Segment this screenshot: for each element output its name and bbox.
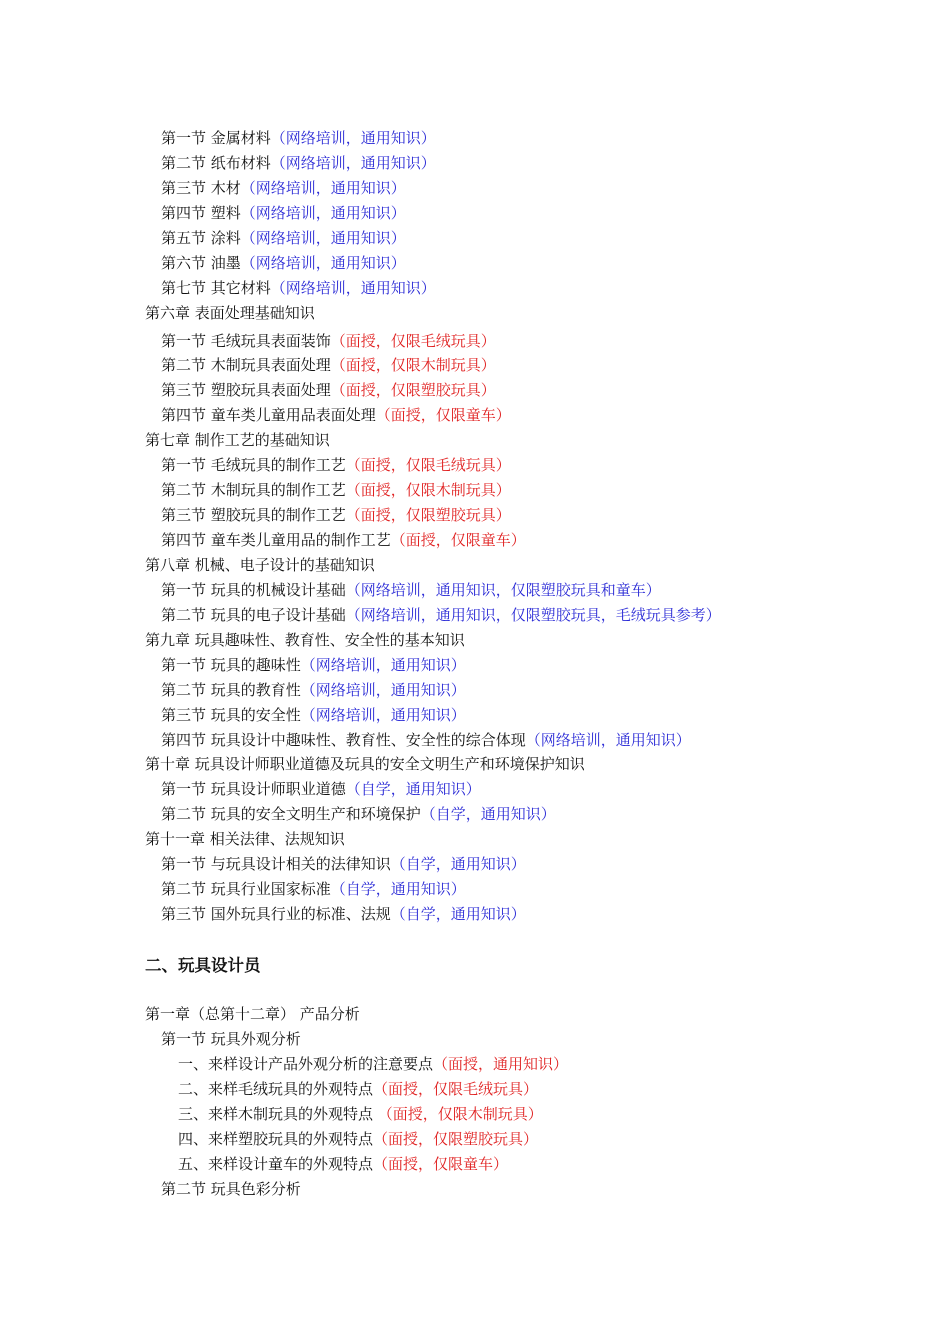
item-title: 第四节 童车类儿童用品表面处理	[161, 406, 376, 425]
section-item	[145, 403, 925, 428]
delivery-note: （网络培训，通用知识）	[240, 228, 406, 247]
item-title: 第三节 塑胶玩具的制作工艺	[161, 506, 346, 525]
chapter-heading	[145, 827, 925, 852]
item-title: 第二节 玩具的电子设计基础	[161, 605, 346, 624]
section-item	[145, 353, 925, 378]
section-item	[145, 678, 925, 703]
item-title: 第二节 木制玩具的制作工艺	[161, 481, 346, 500]
syllabus-list-part1	[145, 126, 925, 927]
section-item	[145, 329, 925, 354]
section-item	[145, 1177, 925, 1202]
item-title: 第二节 木制玩具表面处理	[161, 356, 331, 375]
item-title: 第三节 塑胶玩具表面处理	[161, 381, 331, 400]
delivery-note: （网络培训，通用知识）	[270, 278, 436, 297]
delivery-note: （网络培训，通用知识）	[240, 253, 406, 272]
section-item	[145, 478, 925, 503]
section-item	[145, 728, 925, 753]
delivery-note: （网络培训，通用知识）	[240, 178, 406, 197]
item-title: 第四节 塑料	[161, 203, 241, 222]
delivery-note: （网络培训，通用知识）	[300, 680, 466, 699]
delivery-note: （网络培训，通用知识）	[300, 705, 466, 724]
section-item	[145, 453, 925, 478]
delivery-note: （网络培训，通用知识，仅限塑胶玩具，毛绒玩具参考）	[345, 605, 721, 624]
delivery-note: （自学，通用知识）	[420, 805, 556, 824]
section-item	[145, 1027, 925, 1052]
section-item	[145, 378, 925, 403]
section-item	[145, 151, 925, 176]
subsection-item	[145, 1127, 925, 1152]
subsection-item	[145, 1102, 925, 1127]
delivery-note: （面授，仅限塑胶玩具）	[330, 381, 496, 400]
item-title: 第一节 玩具设计师职业道德	[161, 780, 346, 799]
item-title: 第九章 玩具趣味性、教育性、安全性的基本知识	[145, 630, 465, 649]
item-title: 五、来样设计童车的外观特点	[178, 1154, 374, 1173]
delivery-note: （面授，仅限塑胶玩具）	[373, 1129, 539, 1148]
delivery-note: （网络培训，通用知识）	[270, 153, 436, 172]
chapter-heading	[145, 628, 925, 653]
section-item	[145, 528, 925, 553]
item-title: 三、来样木制玩具的外观特点	[178, 1104, 378, 1123]
delivery-note: （网络培训，通用知识）	[525, 730, 691, 749]
delivery-note: （自学，通用知识）	[390, 855, 526, 874]
item-title: 第一节 与玩具设计相关的法律知识	[161, 855, 391, 874]
item-title: 第五节 涂料	[161, 228, 241, 247]
section-item	[145, 877, 925, 902]
delivery-note: （面授，仅限毛绒玩具）	[373, 1079, 539, 1098]
item-title: 第一节 玩具外观分析	[161, 1029, 301, 1048]
section-item	[145, 578, 925, 603]
item-title: 第三节 国外玩具行业的标准、法规	[161, 905, 391, 924]
delivery-note: （面授，仅限童车）	[373, 1154, 509, 1173]
delivery-note: （网络培训，通用知识，仅限塑胶玩具和童车）	[345, 580, 661, 599]
chapter-heading	[145, 1002, 925, 1027]
delivery-note: （自学，通用知识）	[345, 780, 481, 799]
section-item	[145, 902, 925, 927]
item-title: 第六章 表面处理基础知识	[145, 303, 315, 322]
item-title: 第八章 机械、电子设计的基础知识	[145, 555, 375, 574]
delivery-note: （面授，通用知识）	[433, 1054, 569, 1073]
section-item	[145, 126, 925, 151]
section-item	[145, 226, 925, 251]
delivery-note: （自学，通用知识）	[330, 880, 466, 899]
delivery-note: （面授，仅限毛绒玩具）	[330, 331, 496, 350]
item-title: 第二节 玩具色彩分析	[161, 1179, 301, 1198]
item-title: 第七章 制作工艺的基础知识	[145, 431, 330, 450]
item-title: 第四节 童车类儿童用品的制作工艺	[161, 531, 391, 549]
item-title: 四、来样塑胶玩具的外观特点	[178, 1129, 374, 1148]
section-item	[145, 603, 925, 628]
section-heading: 二、玩具设计员	[145, 956, 261, 975]
section-item	[145, 251, 925, 276]
item-title: 第一节 毛绒玩具表面装饰	[161, 331, 331, 350]
section-item	[145, 276, 925, 301]
item-title: 第一节 毛绒玩具的制作工艺	[161, 456, 346, 475]
chapter-heading	[145, 752, 925, 777]
item-title: 第一章（总第十二章） 产品分析	[145, 1005, 360, 1023]
delivery-note: （面授，仅限童车）	[375, 406, 511, 425]
delivery-note: （面授，仅限木制玩具）	[377, 1104, 543, 1123]
delivery-note: （面授，仅限木制玩具）	[330, 356, 496, 375]
section-item	[145, 852, 925, 877]
item-title: 第一节 玩具的机械设计基础	[161, 580, 346, 599]
section-item	[145, 176, 925, 201]
subsection-item	[145, 1052, 925, 1077]
syllabus-list-part2	[145, 1002, 925, 1202]
section-item	[145, 503, 925, 528]
item-title: 第一节 玩具的趣味性	[161, 655, 301, 674]
item-title: 第三节 木材	[161, 178, 241, 197]
subsection-item	[145, 1152, 925, 1177]
section-item	[145, 777, 925, 802]
delivery-note: （面授，仅限童车）	[390, 531, 526, 549]
chapter-heading	[145, 553, 925, 578]
section-item	[145, 802, 925, 827]
delivery-note: （面授，仅限木制玩具）	[345, 481, 511, 500]
item-title: 第十章 玩具设计师职业道德及玩具的安全文明生产和环境保护知识	[145, 755, 585, 774]
item-title: 第二节 玩具行业国家标准	[161, 880, 331, 899]
item-title: 一、来样设计产品外观分析的注意要点	[178, 1054, 434, 1073]
delivery-note: （自学，通用知识）	[390, 905, 526, 924]
item-title: 第二节 玩具的安全文明生产和环境保护	[161, 805, 421, 824]
section-item	[145, 201, 925, 226]
item-title: 二、来样毛绒玩具的外观特点	[178, 1079, 374, 1098]
chapter-heading	[145, 428, 925, 453]
item-title: 第十一章 相关法律、法规知识	[145, 830, 345, 849]
item-title: 第六节 油墨	[161, 253, 241, 272]
delivery-note: （面授，仅限塑胶玩具）	[345, 506, 511, 525]
item-title: 第三节 玩具的安全性	[161, 705, 301, 724]
delivery-note: （网络培训，通用知识）	[270, 129, 436, 147]
item-title: 第七节 其它材料	[161, 278, 271, 297]
item-title: 第四节 玩具设计中趣味性、教育性、安全性的综合体现	[161, 730, 526, 749]
item-title: 第一节 金属材料	[161, 129, 271, 147]
delivery-note: （面授，仅限毛绒玩具）	[345, 456, 511, 475]
section-item	[145, 703, 925, 728]
subsection-item	[145, 1077, 925, 1102]
chapter-heading	[145, 301, 925, 326]
delivery-note: （网络培训，通用知识）	[240, 203, 406, 222]
item-title: 第二节 玩具的教育性	[161, 680, 301, 699]
section-item	[145, 653, 925, 678]
item-title: 第二节 纸布材料	[161, 153, 271, 172]
delivery-note: （网络培训，通用知识）	[300, 655, 466, 674]
